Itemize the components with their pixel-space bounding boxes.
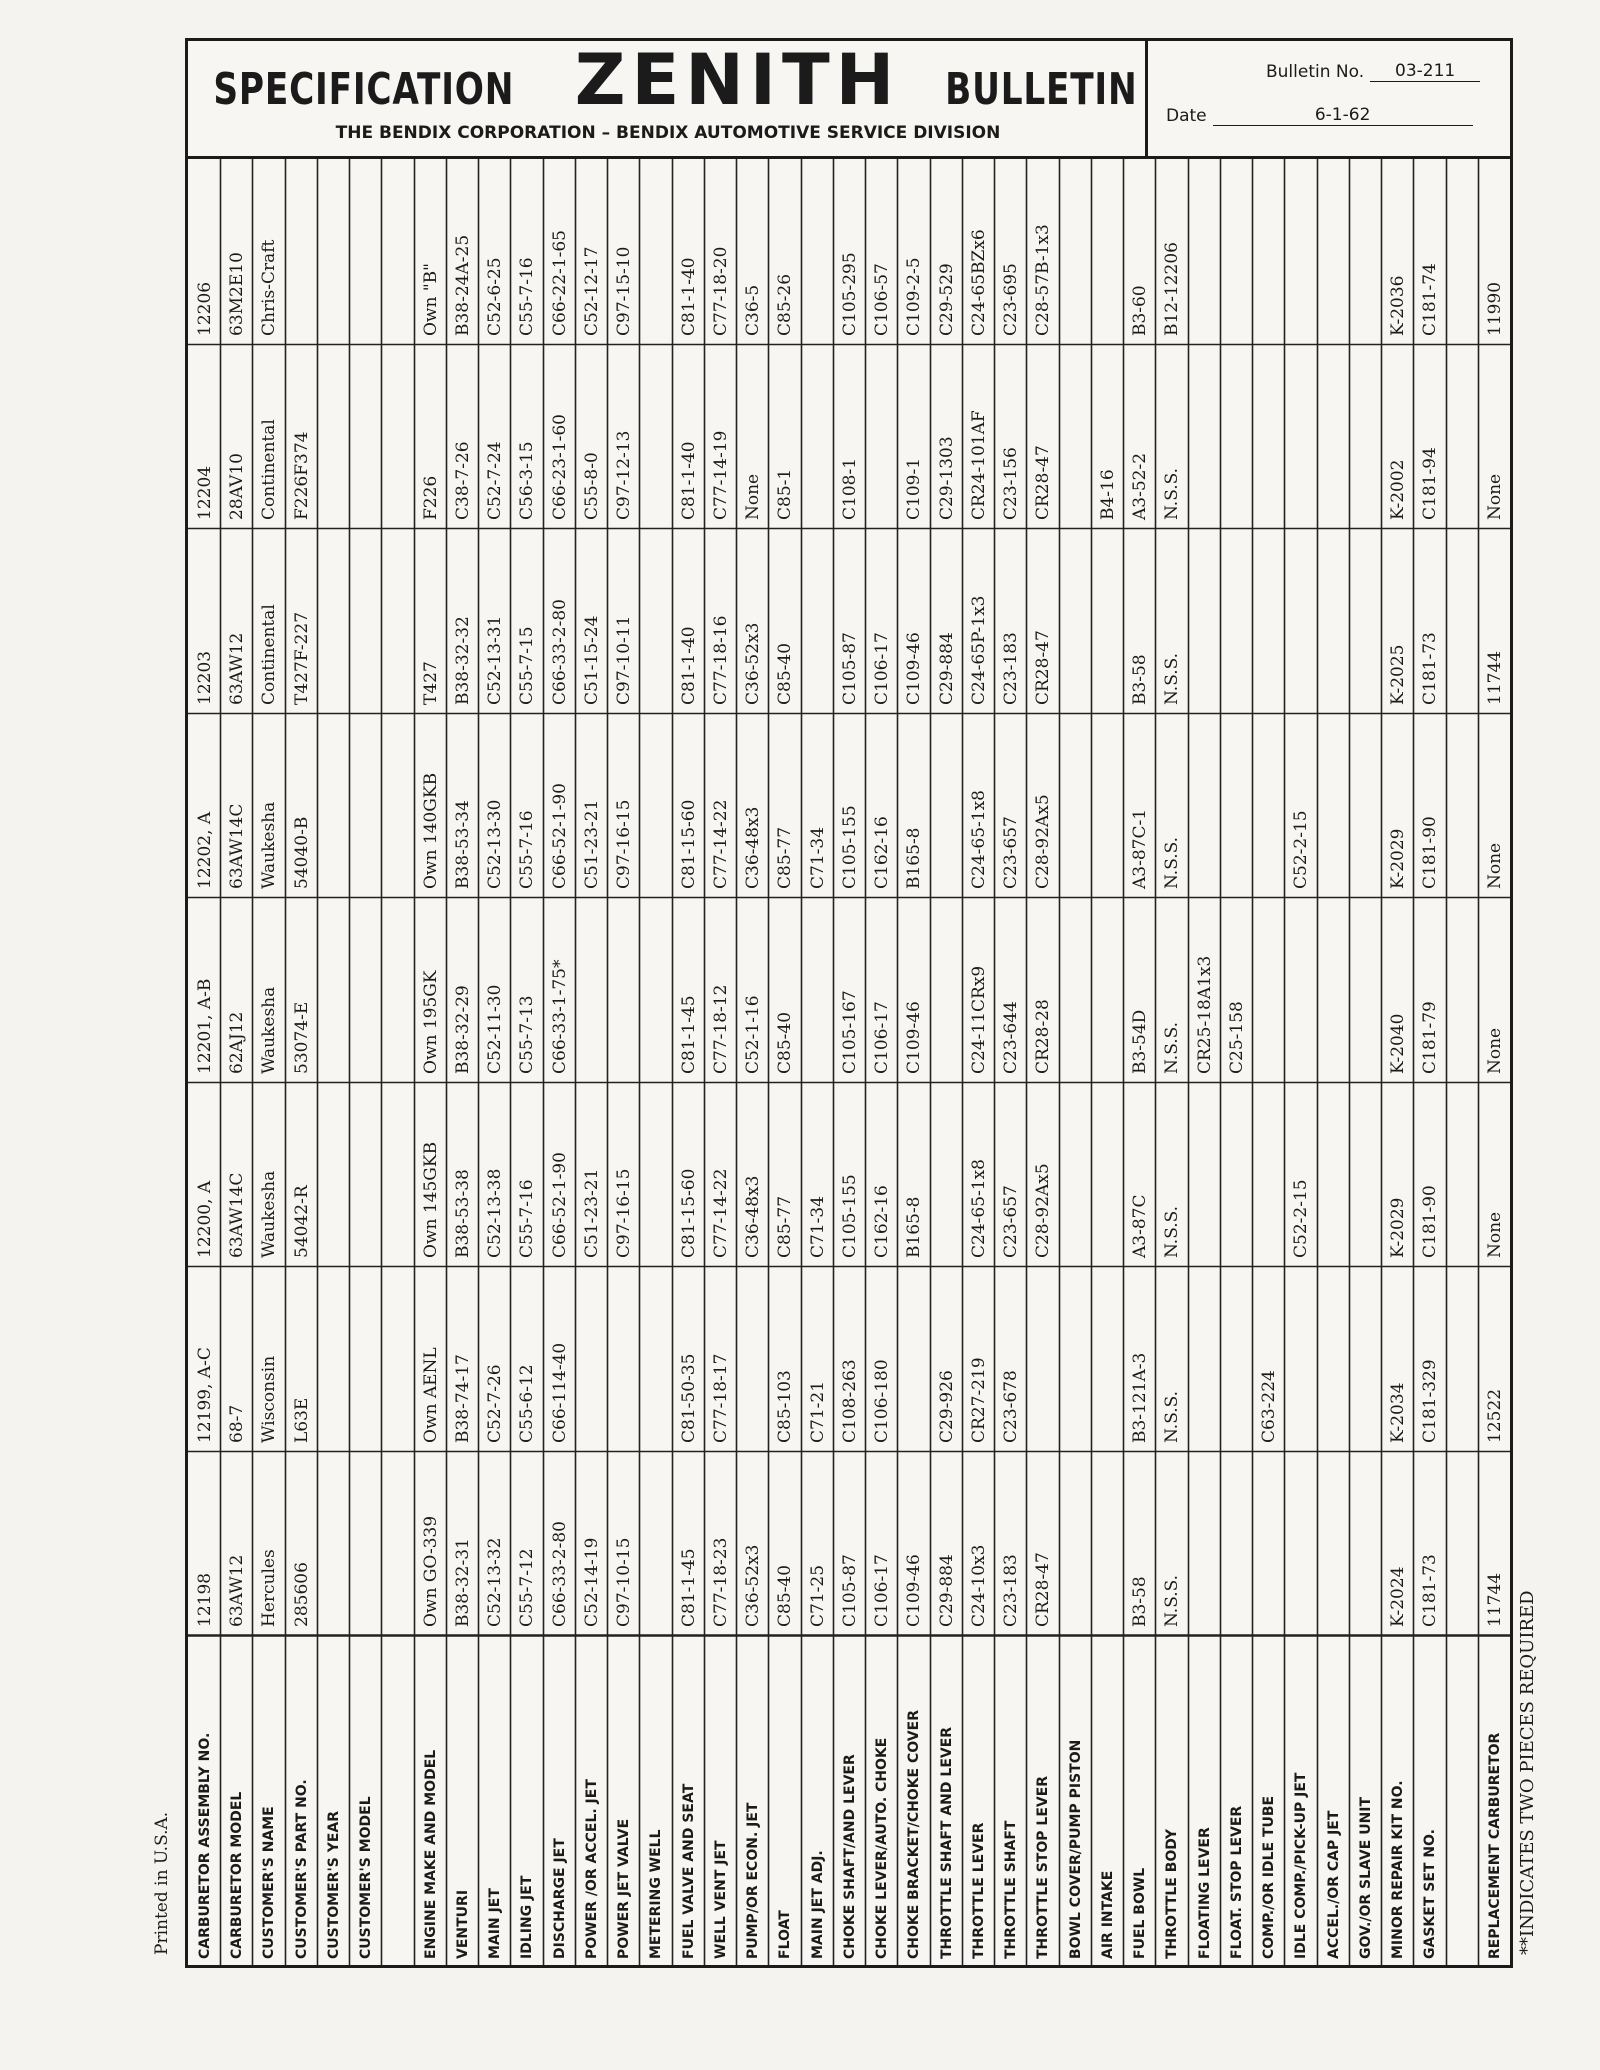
spec-cell: 63AW14C	[227, 803, 248, 889]
spec-cell: C52-7-26	[485, 1363, 506, 1443]
spec-cell: C77-18-12	[710, 984, 731, 1074]
spec-cell: Waukesha	[259, 986, 280, 1074]
spec-cell: 12522	[1484, 1388, 1505, 1443]
spec-cell: C55-7-15	[517, 625, 538, 705]
spec-cell: Own "B"	[420, 262, 441, 336]
spec-cell: B38-53-34	[452, 800, 473, 889]
spec-cell: 11744	[1484, 650, 1505, 705]
spec-cell: CR28-28	[1033, 998, 1054, 1074]
spec-cell: None	[1484, 473, 1505, 520]
row-label: THROTTLE BODY	[1164, 1828, 1181, 1959]
spec-cell: 12198	[195, 1572, 215, 1627]
spec-cell: C36-5	[743, 284, 764, 336]
row-label: PUMP/OR ECON. JET	[745, 1802, 762, 1959]
spec-cell: C23-183	[1001, 1554, 1022, 1627]
row-label: CARBURETOR MODEL	[229, 1791, 246, 1959]
spec-cell: C109-46	[904, 1000, 925, 1074]
spec-cell: F226F374	[291, 431, 312, 520]
row-label: METERING WELL	[648, 1829, 665, 1959]
spec-cell: C52-2-15	[1291, 1179, 1312, 1258]
row-label: GASKET SET NO.	[1422, 1829, 1439, 1959]
spec-cell: C52-2-15	[1291, 810, 1312, 889]
spec-cell: C66-33-2-80	[549, 1521, 570, 1627]
row-label: CUSTOMER'S NAME	[261, 1806, 278, 1959]
spec-cell: C29-884	[936, 631, 957, 705]
row-label: MAIN JET	[487, 1888, 504, 1959]
spec-cell: C81-15-60	[678, 799, 699, 889]
spec-cell: C162-16	[872, 1185, 893, 1258]
spec-cell: C81-50-35	[678, 1353, 699, 1443]
spec-cell: C105-155	[839, 1174, 860, 1258]
spec-cell: B4-16	[1097, 469, 1118, 520]
spec-cell: C81-1-45	[678, 994, 699, 1074]
spec-cell: C36-48x3	[743, 1175, 764, 1258]
row-label: FLOAT. STOP LEVER	[1228, 1805, 1245, 1959]
title-bulletin: BULLETIN	[945, 64, 1138, 115]
spec-cell: N.S.S.	[1162, 1574, 1183, 1627]
spec-cell: N.S.S.	[1162, 652, 1183, 705]
spec-cell: L63E	[291, 1397, 312, 1443]
spec-cell: Own AENL	[420, 1346, 441, 1443]
bulletin-number-label: Bulletin No.	[1266, 62, 1365, 82]
spec-cell: Own 195GK	[420, 969, 441, 1074]
spec-table	[188, 159, 1510, 1965]
spec-cell: N.S.S.	[1162, 1390, 1183, 1443]
bulletin-number-value: 03-211	[1370, 61, 1480, 82]
spec-cell: C109-1	[904, 457, 925, 520]
row-label: WELL VENT JET	[712, 1840, 729, 1959]
spec-cell: A3-52-2	[1130, 452, 1151, 520]
spec-cell: C181-90	[1420, 816, 1441, 889]
spec-cell: 63AW12	[227, 632, 248, 705]
spec-cell: B3-54D	[1130, 1009, 1151, 1074]
spec-cell: 53074-E	[291, 1001, 312, 1074]
spec-cell: C85-77	[775, 1195, 796, 1258]
spec-cell: C77-14-22	[710, 1168, 731, 1258]
row-label: ACCEL./OR CAP JET	[1325, 1810, 1342, 1959]
spec-cell: B38-53-38	[452, 1169, 473, 1258]
spec-cell: Chris-Craft	[259, 239, 280, 336]
spec-cell: K-2029	[1388, 828, 1409, 889]
subtitle: THE BENDIX CORPORATION – BENDIX AUTOMOTIVE SERVICE DIVISION	[335, 123, 1001, 143]
row-label: THROTTLE SHAFT	[1003, 1820, 1020, 1959]
row-label: CHOKE BRACKET/CHOKE COVER	[906, 1710, 923, 1959]
spec-cell: C81-1-40	[678, 256, 699, 336]
spec-cell: 63AW12	[227, 1554, 248, 1627]
spec-cell: C181-74	[1420, 262, 1441, 336]
row-label: THROTTLE LEVER	[970, 1822, 987, 1959]
spec-cell: 68-7	[227, 1404, 248, 1443]
spec-cell: 12201, A-B	[195, 978, 215, 1074]
spec-cell: C109-2-5	[904, 256, 925, 336]
row-label: AIR INTAKE	[1099, 1870, 1116, 1959]
spec-cell: C105-295	[839, 251, 860, 336]
spec-cell: C77-18-23	[710, 1537, 731, 1627]
spec-cell: CR28-47	[1033, 1552, 1054, 1627]
spec-cell: 63M2E10	[227, 251, 248, 336]
spec-cell: N.S.S.	[1162, 1021, 1183, 1074]
spec-cell: A3-87C	[1130, 1194, 1151, 1258]
row-label: IDLE COMP./PICK-UP JET	[1293, 1772, 1310, 1959]
spec-cell: Wisconsin	[259, 1355, 280, 1443]
spec-cell: 12199, A-C	[195, 1346, 215, 1443]
spec-cell: C97-16-15	[614, 1168, 635, 1258]
spec-cell: CR24-101AF	[968, 410, 989, 520]
row-label: CUSTOMER'S PART NO.	[293, 1779, 310, 1959]
spec-cell: C105-87	[839, 631, 860, 705]
spec-cell: C24-11CRx9	[968, 965, 989, 1074]
spec-cell: C109-46	[904, 631, 925, 705]
spec-cell: C108-263	[839, 1358, 860, 1443]
spec-cell: C85-1	[775, 468, 796, 520]
spec-cell: C55-7-13	[517, 994, 538, 1074]
spec-cell: K-2040	[1388, 1013, 1409, 1074]
spec-cell: C71-21	[807, 1380, 828, 1443]
row-label: VENTURI	[454, 1889, 471, 1959]
spec-cell: B38-74-17	[452, 1353, 473, 1443]
spec-cell: C85-103	[775, 1369, 796, 1443]
row-label: POWER /OR ACCEL. JET	[583, 1779, 600, 1959]
spec-cell: C77-18-17	[710, 1353, 731, 1443]
spec-cell: B38-24A-25	[452, 234, 473, 336]
spec-cell: B165-8	[904, 1196, 925, 1258]
spec-cell: C23-657	[1001, 816, 1022, 889]
spec-cell: C55-7-16	[517, 256, 538, 336]
spec-cell: CR28-47	[1033, 629, 1054, 705]
spec-cell: C55-7-16	[517, 1179, 538, 1258]
spec-cell: C24-65BZx6	[968, 228, 989, 336]
spec-cell: K-2002	[1388, 459, 1409, 520]
spec-cell: C106-17	[872, 631, 893, 705]
spec-cell: C52-11-30	[485, 984, 506, 1074]
spec-cell: T427	[420, 660, 441, 705]
row-label: ENGINE MAKE AND MODEL	[422, 1749, 439, 1959]
spec-cell: F226	[420, 475, 441, 520]
title-block	[188, 41, 1148, 156]
spec-cell: C181-79	[1420, 1000, 1441, 1074]
spec-cell: C106-17	[872, 1554, 893, 1627]
spec-cell: B38-32-29	[452, 984, 473, 1074]
row-label: IDLING JET	[519, 1875, 536, 1959]
row-label: FLOAT	[777, 1910, 794, 1959]
row-label: GOV./OR SLAVE UNIT	[1357, 1796, 1374, 1959]
spec-cell: C81-1-40	[678, 441, 699, 520]
spec-cell: 54040-B	[291, 816, 312, 889]
spec-cell: C108-1	[839, 457, 860, 520]
spec-cell: 12202, A	[195, 811, 215, 889]
row-label: THROTTLE SHAFT AND LEVER	[938, 1726, 955, 1959]
spec-cell: C52-13-30	[485, 799, 506, 889]
spec-cell: C55-7-16	[517, 810, 538, 889]
spec-cell: C71-25	[807, 1564, 828, 1627]
spec-cell: C66-33-1-75*	[549, 959, 570, 1074]
spec-cell: Hercules	[259, 1549, 280, 1627]
spec-cell: C71-34	[807, 826, 828, 889]
row-label: FUEL VALVE AND SEAT	[680, 1783, 697, 1959]
spec-cell: C77-14-22	[710, 799, 731, 889]
spec-cell: C77-18-20	[710, 246, 731, 336]
spec-cell: B3-60	[1130, 284, 1151, 336]
spec-cell: C52-7-24	[485, 441, 506, 520]
spec-cell: 62AJ12	[227, 1011, 248, 1074]
spec-cell: C81-15-60	[678, 1168, 699, 1258]
spec-cell: C81-1-40	[678, 625, 699, 705]
spec-cell: K-2029	[1388, 1197, 1409, 1258]
spec-cell: C66-52-1-90	[549, 783, 570, 889]
spec-cell: Waukesha	[259, 1170, 280, 1258]
spec-cell: CR25-18A1x3	[1194, 955, 1215, 1074]
spec-cell: B165-8	[904, 827, 925, 889]
spec-cell: C162-16	[872, 816, 893, 889]
row-label: COMP./OR IDLE TUBE	[1261, 1795, 1278, 1959]
spec-cell: Own 145GKB	[420, 1141, 441, 1258]
spec-cell: Waukesha	[259, 801, 280, 889]
spec-cell: C181-73	[1420, 1554, 1441, 1627]
spec-cell: N.S.S.	[1162, 1205, 1183, 1258]
spec-cell: C97-10-15	[614, 1537, 635, 1627]
spec-cell: T427F-227	[291, 611, 312, 705]
spec-cell: C55-6-12	[517, 1363, 538, 1443]
row-label: CHOKE LEVER/AUTO. CHOKE	[874, 1737, 891, 1959]
spec-cell: 12206	[195, 281, 215, 336]
spec-cell: C29-884	[936, 1554, 957, 1627]
spec-cell: C56-3-15	[517, 441, 538, 520]
row-label: THROTTLE STOP LEVER	[1035, 1775, 1052, 1959]
spec-cell: C29-926	[936, 1369, 957, 1443]
spec-cell: N.S.S.	[1162, 836, 1183, 889]
spec-cell: C51-23-21	[581, 1168, 602, 1258]
spec-cell: K-2024	[1388, 1566, 1409, 1627]
title-line	[188, 39, 1148, 121]
spec-cell: C106-57	[872, 262, 893, 336]
spec-cell: C24-65P-1x3	[968, 595, 989, 705]
spec-cell: C77-18-16	[710, 615, 731, 705]
spec-cell: C105-87	[839, 1554, 860, 1627]
spec-cell: 28AV10	[227, 453, 248, 520]
spec-cell: C23-183	[1001, 631, 1022, 705]
row-label: MINOR REPAIR KIT NO.	[1390, 1780, 1407, 1959]
bulletin-sheet	[185, 38, 1513, 1968]
spec-cell: C63-224	[1259, 1369, 1280, 1443]
spec-cell: C52-13-32	[485, 1537, 506, 1627]
spec-cell: C105-167	[839, 989, 860, 1074]
spec-cell: K-2036	[1388, 275, 1409, 336]
spec-cell: C85-77	[775, 826, 796, 889]
row-label: CHOKE SHAFT/AND LEVER	[841, 1754, 858, 1959]
spec-cell: C36-52x3	[743, 1544, 764, 1627]
spec-cell: C51-23-21	[581, 799, 602, 889]
spec-cell: C181-90	[1420, 1185, 1441, 1258]
spec-cell: None	[1484, 1027, 1505, 1074]
spec-cell: 11744	[1484, 1572, 1505, 1627]
spec-cell: 12203	[195, 650, 215, 705]
spec-cell: C51-15-24	[581, 615, 602, 705]
row-label: BOWL COVER/PUMP PISTON	[1067, 1739, 1084, 1959]
spec-cell: C85-26	[775, 273, 796, 336]
spec-cell: C23-695	[1001, 262, 1022, 336]
spec-cell: C23-644	[1001, 1000, 1022, 1074]
spec-cell: 63AW14C	[227, 1172, 248, 1258]
spec-cell: C181-329	[1420, 1358, 1441, 1443]
spec-cell: B3-58	[1130, 1576, 1151, 1627]
bulletin-info	[1148, 41, 1510, 156]
row-label: CUSTOMER'S YEAR	[325, 1810, 342, 1959]
spec-cell: C23-678	[1001, 1369, 1022, 1443]
row-label: CARBURETOR ASSEMBLY NO.	[197, 1732, 213, 1959]
spec-cell: C52-13-31	[485, 615, 506, 705]
spec-cell: C181-73	[1420, 631, 1441, 705]
spec-cell: C25-158	[1226, 1000, 1247, 1074]
spec-cell: None	[743, 473, 764, 520]
spec-cell: C52-14-19	[581, 1537, 602, 1627]
row-label: DISCHARGE JET	[551, 1838, 568, 1959]
spec-cell: C29-529	[936, 262, 957, 336]
spec-cell: C66-52-1-90	[549, 1152, 570, 1258]
spec-cell: C66-114-40	[549, 1342, 570, 1443]
spec-cell: C85-40	[775, 1011, 796, 1074]
spec-cell: C55-7-12	[517, 1548, 538, 1627]
row-label: MAIN JET ADJ.	[809, 1850, 826, 1959]
spec-cell: C28-57B-1x3	[1033, 223, 1054, 336]
spec-cell: C38-7-26	[452, 441, 473, 520]
spec-cell: 54042-R	[291, 1185, 312, 1258]
spec-cell: Own 140GKB	[420, 772, 441, 889]
title-specification: SPECIFICATION	[213, 64, 515, 115]
spec-cell: C52-1-16	[743, 994, 764, 1074]
date-value: 6-1-62	[1213, 105, 1473, 126]
spec-cell: 12204	[195, 465, 215, 520]
spec-cell: K-2034	[1388, 1382, 1409, 1443]
spec-cell: N.S.S.	[1162, 467, 1183, 520]
row-label: FLOATING LEVER	[1196, 1827, 1213, 1959]
date-row	[1166, 105, 1473, 126]
row-label: REPLACEMENT CARBURETOR	[1486, 1732, 1503, 1959]
bulletin-header	[188, 41, 1510, 159]
spec-cell: C52-13-38	[485, 1168, 506, 1258]
spec-cell: C52-6-25	[485, 256, 506, 336]
spec-cell: B38-32-31	[452, 1538, 473, 1627]
spec-cell: CR28-47	[1033, 445, 1054, 520]
bulletin-number-row	[1266, 61, 1480, 82]
spec-cell: C97-12-13	[614, 430, 635, 520]
spec-cell: C66-22-1-65	[549, 229, 570, 336]
row-label: CUSTOMER'S MODEL	[358, 1796, 375, 1959]
spec-cell: A3-87C-1	[1130, 808, 1151, 889]
spec-cell: B3-58	[1130, 653, 1151, 705]
spec-cell: 12200, A	[195, 1180, 215, 1258]
spec-cell: Continental	[259, 419, 280, 520]
spec-cell: C55-8-0	[581, 452, 602, 520]
spec-cell: None	[1484, 842, 1505, 889]
spec-cell: C28-92Ax5	[1033, 1163, 1054, 1258]
spec-cell: B38-32-32	[452, 615, 473, 705]
footnote: **INDICATES TWO PIECES REQUIRED	[1517, 1590, 1538, 1955]
spec-cell: CR27-219	[968, 1356, 989, 1443]
spec-cell: None	[1484, 1211, 1505, 1258]
spec-cell: C105-155	[839, 805, 860, 889]
spec-cell: C29-1303	[936, 436, 957, 520]
spec-cell: B12-12206	[1162, 241, 1183, 336]
row-label: FUEL BOWL	[1132, 1867, 1149, 1959]
spec-cell: C97-15-10	[614, 246, 635, 336]
spec-cell: C23-156	[1001, 447, 1022, 520]
spec-cell: C24-65-1x8	[968, 790, 989, 889]
spec-cell: C71-34	[807, 1195, 828, 1258]
spec-cell: C36-52x3	[743, 622, 764, 705]
spec-cell: 11990	[1484, 281, 1505, 336]
row-label: POWER JET VALVE	[616, 1818, 633, 1959]
spec-cell: C97-16-15	[614, 799, 635, 889]
spec-cell: Continental	[259, 603, 280, 705]
spec-cell: C23-657	[1001, 1185, 1022, 1258]
spec-cell: C24-65-1x8	[968, 1159, 989, 1258]
spec-cell: K-2025	[1388, 644, 1409, 705]
spec-cell: 285606	[291, 1562, 312, 1627]
spec-cell: Own GO-339	[420, 1515, 441, 1627]
spec-cell: B3-121A-3	[1130, 1352, 1151, 1443]
printed-in-usa: Printed in U.S.A.	[152, 1811, 172, 1955]
spec-cell: C181-94	[1420, 447, 1441, 520]
spec-cell: C52-12-17	[581, 246, 602, 336]
spec-cell: C106-17	[872, 1000, 893, 1074]
spec-cell: C85-40	[775, 642, 796, 705]
spec-cell: C85-40	[775, 1564, 796, 1627]
date-label: Date	[1166, 106, 1207, 126]
spec-cell: C36-48x3	[743, 806, 764, 889]
spec-cell: C97-10-11	[614, 615, 635, 705]
title-zenith: ZENITH	[574, 39, 901, 121]
spec-cell: C28-92Ax5	[1033, 794, 1054, 889]
spec-cell: C81-1-45	[678, 1548, 699, 1627]
spec-cell: C24-10x3	[968, 1544, 989, 1627]
spec-cell: C66-23-1-60	[549, 414, 570, 520]
spec-cell: C109-46	[904, 1554, 925, 1627]
spec-cell: C66-33-2-80	[549, 598, 570, 705]
spec-cell: C106-180	[872, 1358, 893, 1443]
spec-cell: C77-14-19	[710, 430, 731, 520]
